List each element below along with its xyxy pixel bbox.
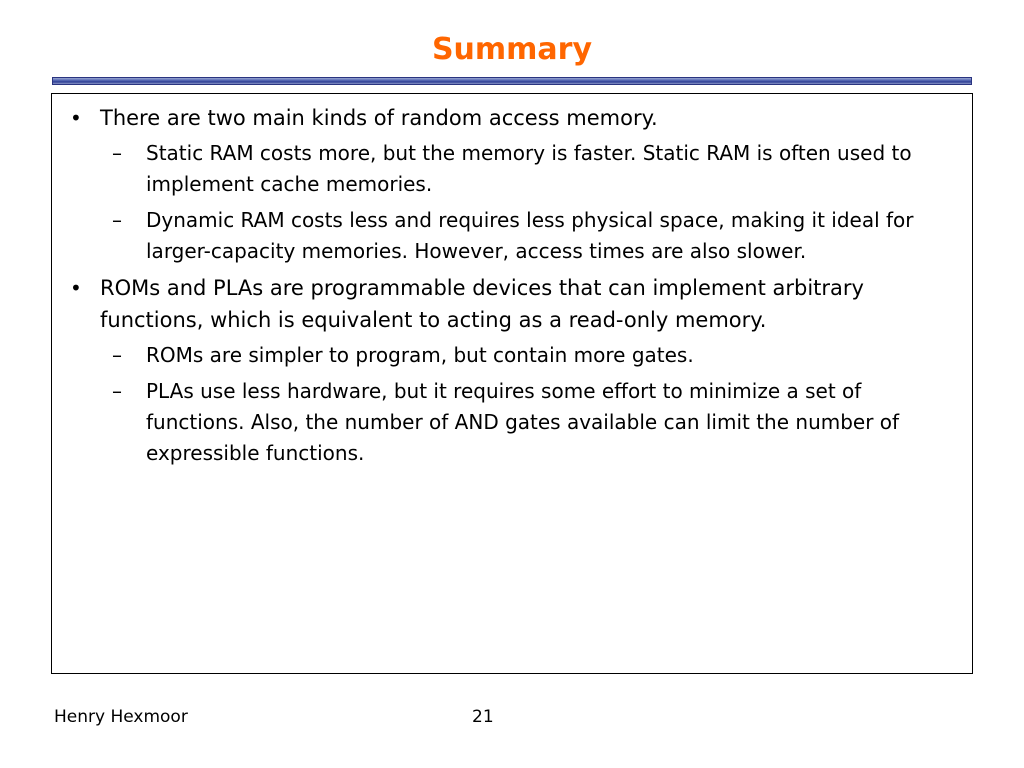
sub-item-text: ROMs are simpler to program, but contain more gates. [146,343,694,367]
sub-item-text: Dynamic RAM costs less and requires less physical space, making it ideal for larger-capacity memories. However, access times are also slower. [146,208,914,263]
footer-author: Henry Hexmoor [54,707,188,727]
dash-icon: – [112,141,122,165]
sub-list [100,340,964,469]
sub-item-plas [100,376,964,469]
sub-item-text: PLAs use less hardware, but it requires some effort to minimize a set of functions. Also, the number of AND gates available can limit the number of expressible functions. [146,379,900,465]
bullet-text: There are two main kinds of random access memory. [100,106,658,130]
bullet-icon: • [70,106,82,130]
content-box [51,93,973,674]
dash-icon: – [112,379,122,403]
title-divider [52,77,972,85]
sub-item-static-ram [100,138,964,200]
page-number: 21 [472,707,494,727]
sub-item-dynamic-ram [100,205,964,267]
sub-list [100,138,964,267]
bullet-icon: • [70,276,82,300]
bullet-list [52,102,972,474]
bullet-item-ram-kinds [52,102,972,267]
dash-icon: – [112,343,122,367]
slide-title: Summary [431,32,593,67]
sub-item-roms [100,340,964,371]
sub-item-text: Static RAM costs more, but the memory is faster. Static RAM is often used to implement cache memories. [146,141,912,196]
dash-icon: – [112,208,122,232]
bullet-item-roms-plas [52,272,972,469]
bullet-text: ROMs and PLAs are programmable devices that can implement arbitrary functions, which is equivalent to acting as a read-only memory. [100,276,864,332]
